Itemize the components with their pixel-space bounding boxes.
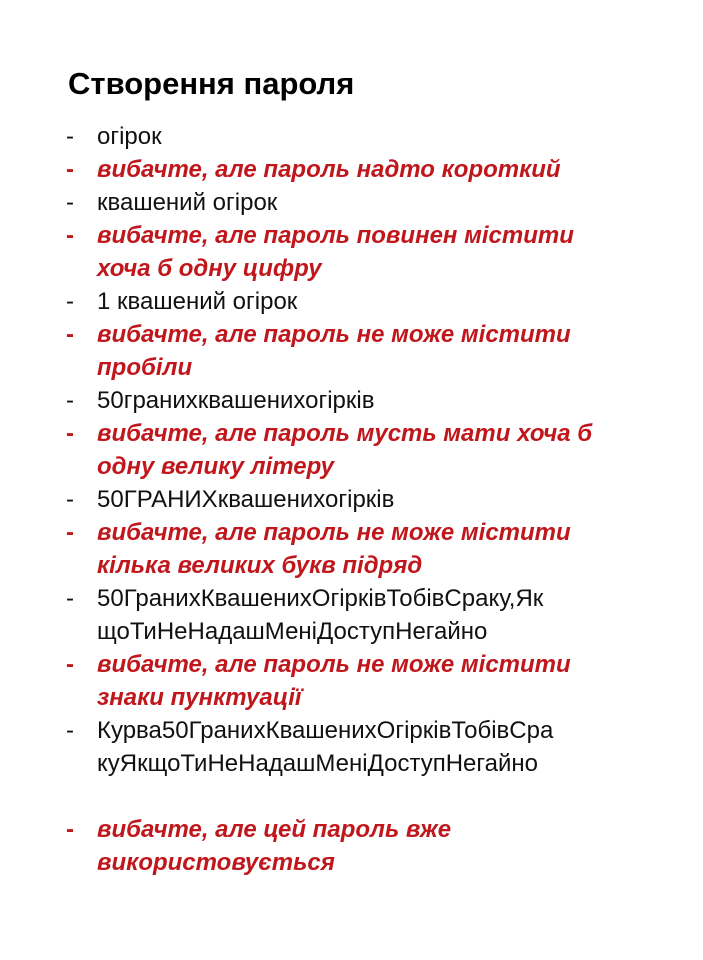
error-reply-line-1: вибачте, але цей пароль вже [97,816,452,843]
dash-bullet: - [66,816,74,843]
dash-bullet: - [66,288,74,315]
password-attempt-text [97,714,687,780]
password-attempt-text: огірок [97,123,162,150]
dash-bullet: - [66,651,74,678]
list-item-error-reply [66,648,686,714]
list-item-password-attempt [66,285,686,318]
error-reply-line-2: знаки пунктуації [97,684,302,711]
password-attempt-line-1: 50ГранихКвашенихОгірківТобівСраку,Як [97,585,544,612]
password-attempt-text: 50ГРАНИХквашенихогірків [97,486,395,513]
error-reply-line-1: вибачте, але пароль мусть мати хоча б [97,420,593,447]
dash-bullet: - [66,222,74,249]
error-reply-text [97,219,687,285]
error-reply-line-2: пробіли [97,354,193,381]
list-item-password-attempt [66,582,686,648]
list-item-password-attempt [66,186,686,219]
error-reply-line-2: хоча б одну цифру [97,255,322,282]
error-reply-text: вибачте, але пароль надто короткий [97,156,561,183]
list-item-password-attempt [66,714,686,780]
dash-bullet: - [66,189,74,216]
error-reply-line-1: вибачте, але пароль повинен містити [97,222,574,249]
dash-bullet: - [66,519,74,546]
dash-bullet: - [66,486,74,513]
list-item-password-attempt [66,483,686,516]
error-reply-line-1: вибачте, але пароль не може містити [97,651,571,678]
error-reply-line-2: використовується [97,849,335,876]
dash-bullet: - [66,156,74,183]
list-item-error-reply [66,417,686,483]
error-reply-text [97,516,687,582]
dash-bullet: - [66,585,74,612]
list-item-error-reply [66,318,686,384]
error-reply-line-2: одну велику літеру [97,453,334,480]
password-attempt-text: 50гранихквашенихогірків [97,387,375,414]
password-attempt-text: квашений огірок [97,189,278,216]
list-item-error-reply [66,153,686,186]
password-attempt-text [97,582,687,648]
dash-bullet: - [66,420,74,447]
list-item-error-reply [66,813,686,879]
error-reply-line-1: вибачте, але пароль не може містити [97,519,571,546]
password-attempt-line-2: щоТиНеНадашМеніДоступНегайно [97,618,488,645]
dash-bullet: - [66,387,74,414]
page-title: Створення пароля [68,66,355,101]
list-item-password-attempt [66,384,686,417]
error-reply-text [97,648,687,714]
error-reply-text [97,813,687,879]
list-item-error-reply [66,219,686,285]
password-attempt-line-2: куЯкщоТиНеНадашМеніДоступНегайно [97,750,538,777]
dash-bullet: - [66,123,74,150]
password-attempt-text: 1 квашений огірок [97,288,298,315]
error-reply-text [97,318,687,384]
error-reply-line-1: вибачте, але пароль не може містити [97,321,571,348]
dash-bullet: - [66,321,74,348]
list-item-password-attempt [66,120,686,153]
dash-bullet: - [66,717,74,744]
error-reply-text [97,417,687,483]
error-reply-line-2: кілька великих букв підряд [97,552,423,579]
list-item-error-reply [66,516,686,582]
password-attempt-line-1: Курва50ГранихКвашенихОгірківТобівСра [97,717,554,744]
